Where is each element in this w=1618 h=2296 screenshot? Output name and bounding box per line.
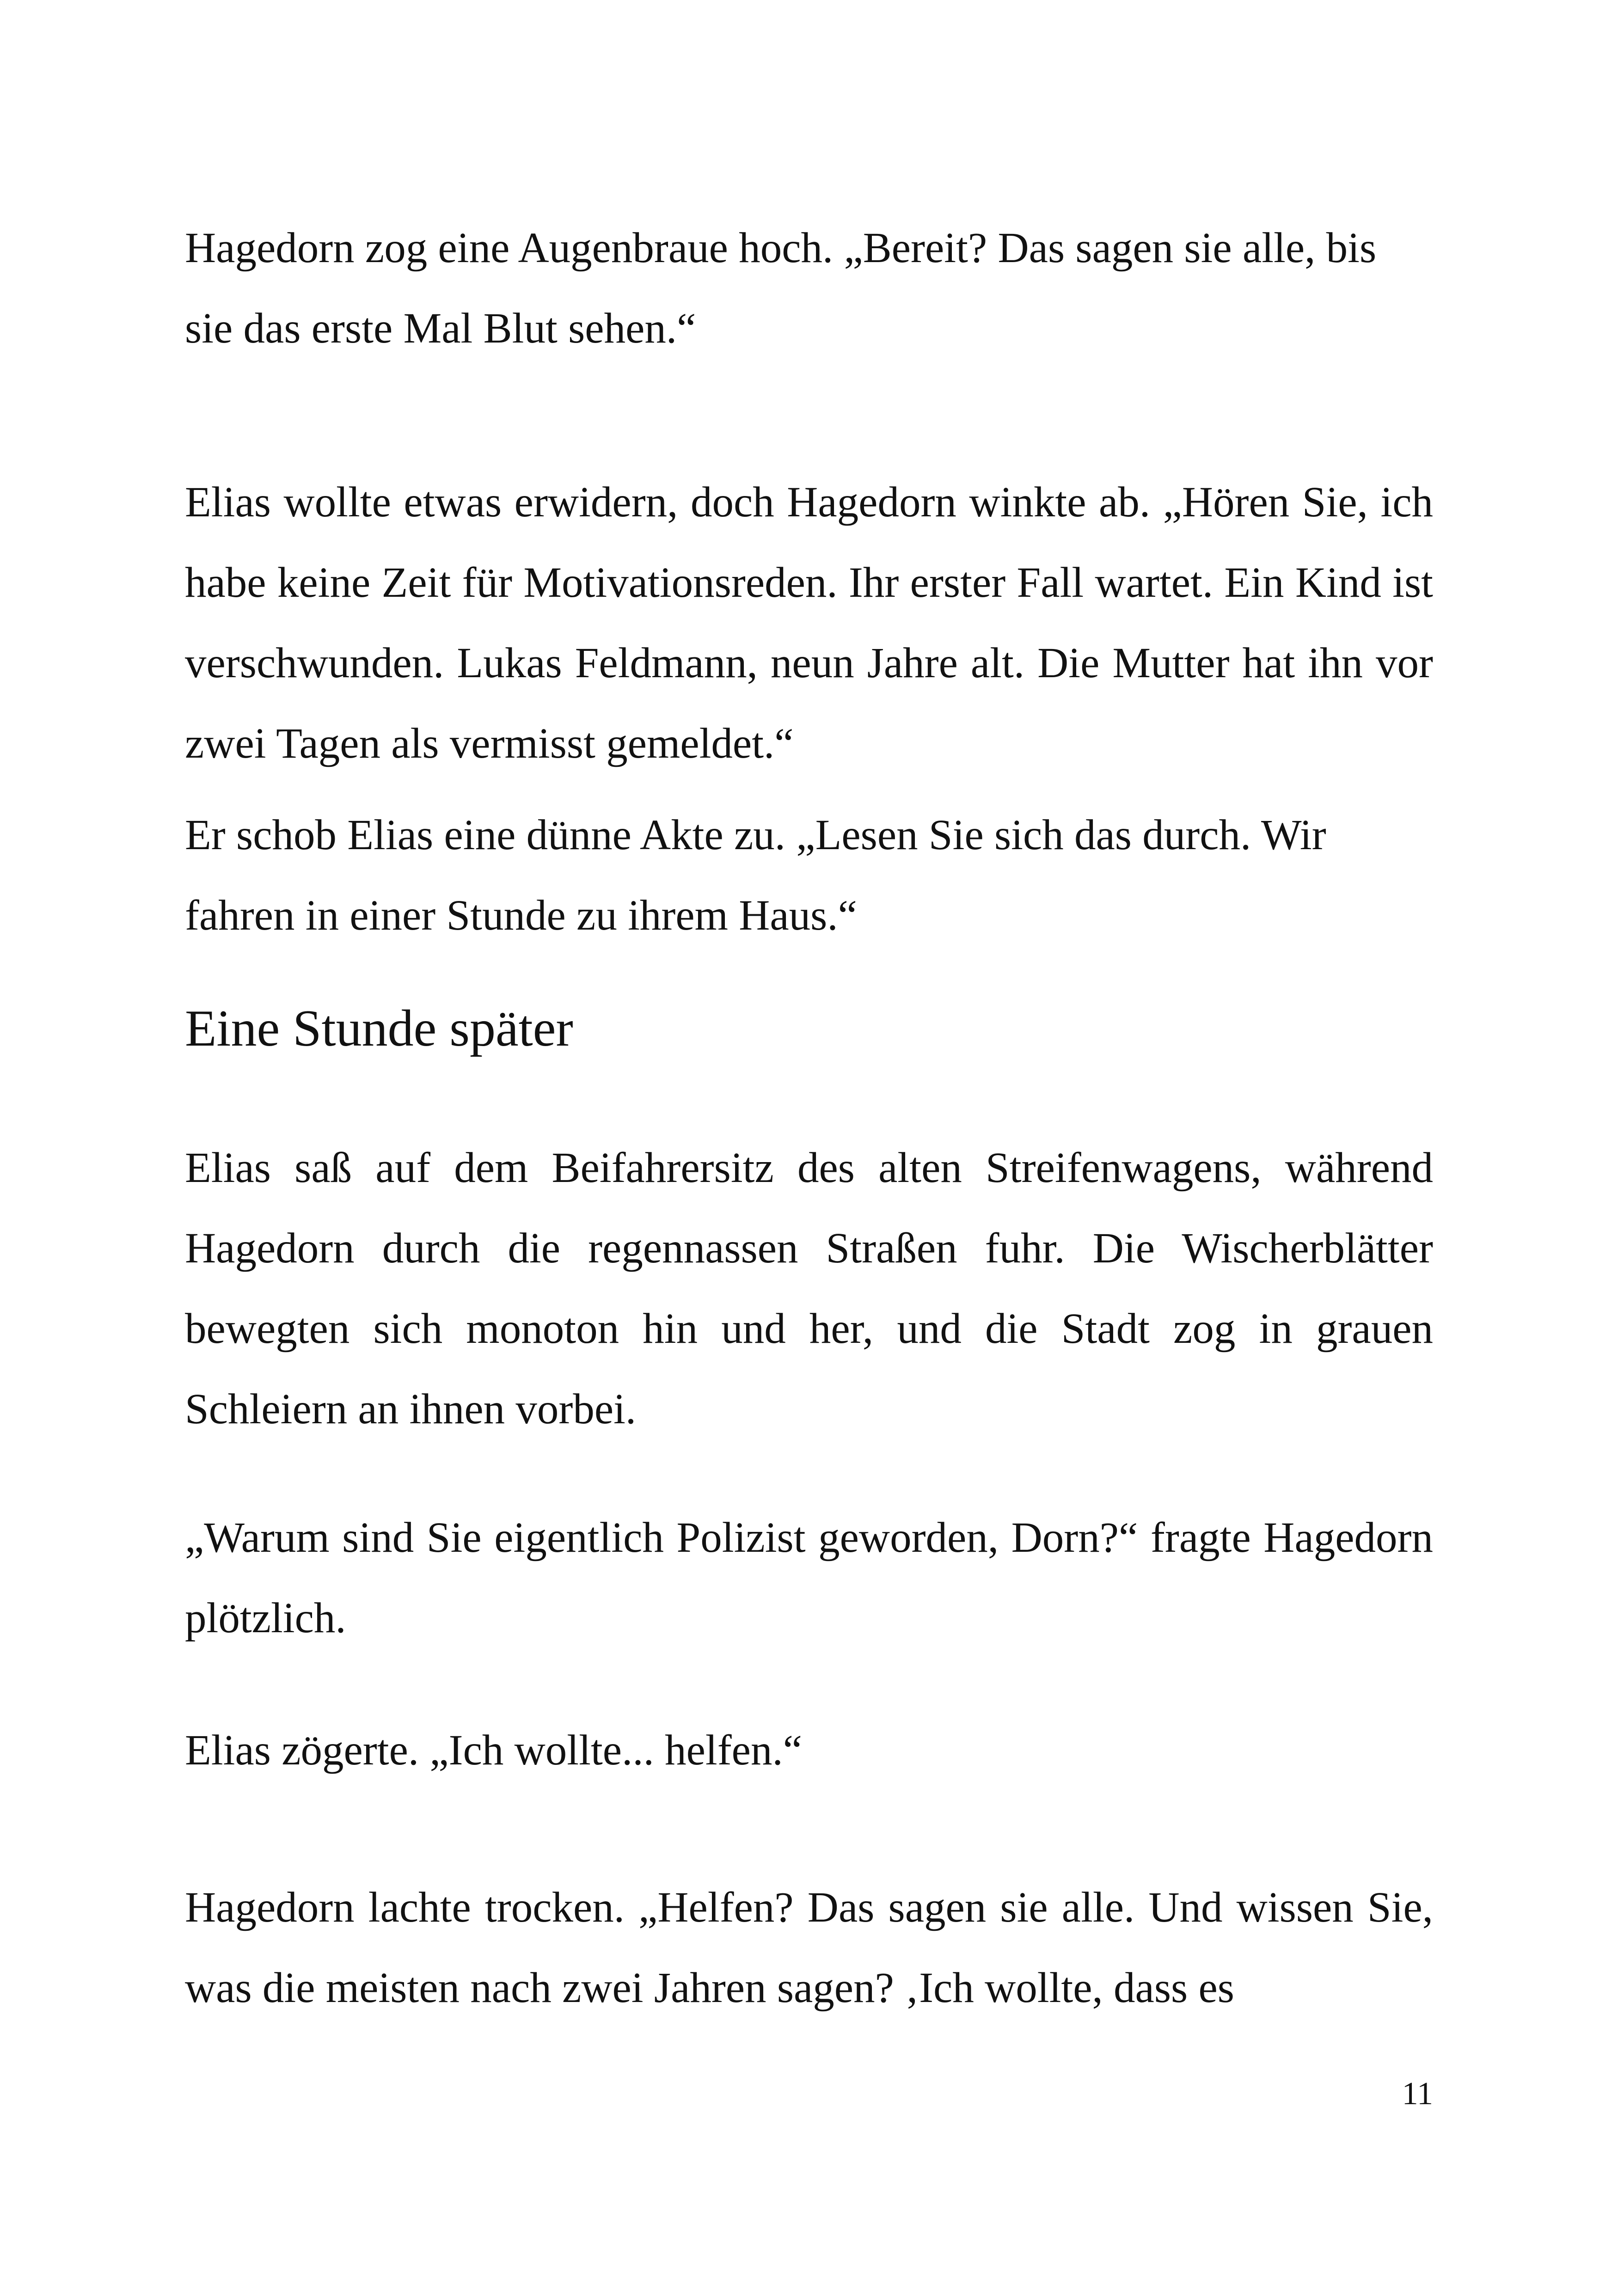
paragraph-6: Elias zögerte. „Ich wollte... helfen.“ bbox=[185, 1727, 802, 1774]
paragraph-5: „Warum sind Sie eigentlich Polizist geworden, Dorn?“ fragte Hagedorn plötzlich. bbox=[185, 1514, 1433, 1642]
paragraph-2: Elias wollte etwas erwidern, doch Hagedorn winkte ab. „Hören Sie, ich habe keine Zeit für Motivationsreden. Ihr erster Fall wartet. Ein Kind ist verschwunden. Lukas Feldmann, neun Jahre alt. Die Mutter hat ihn vor zwei Tagen als vermisst gemeldet.“ bbox=[185, 478, 1433, 767]
page-number: 11 bbox=[1402, 2076, 1433, 2112]
section-heading: Eine Stunde später bbox=[185, 1000, 573, 1057]
paragraph-4: Elias saß auf dem Beifahrersitz des alten Streifenwagens, während Hagedorn durch die regennassen Straßen fuhr. Die Wischerblätter bewegten sich monoton hin und her, und die Stadt zog in grauen Schleiern an ihnen vorbei. bbox=[185, 1144, 1433, 1433]
paragraph-1: Hagedorn zog eine Augenbraue hoch. „Bereit? Das sagen sie alle, bis sie das erste Mal Blut sehen.“ bbox=[185, 224, 1377, 352]
paragraph-3: Er schob Elias eine dünne Akte zu. „Lesen Sie sich das durch. Wir fahren in einer Stunde zu ihrem Haus.“ bbox=[185, 811, 1326, 939]
paragraph-7: Hagedorn lachte trocken. „Helfen? Das sagen sie alle. Und wissen Sie, was die meisten nach zwei Jahren sagen? ‚Ich wollte, dass es bbox=[185, 1884, 1433, 2012]
